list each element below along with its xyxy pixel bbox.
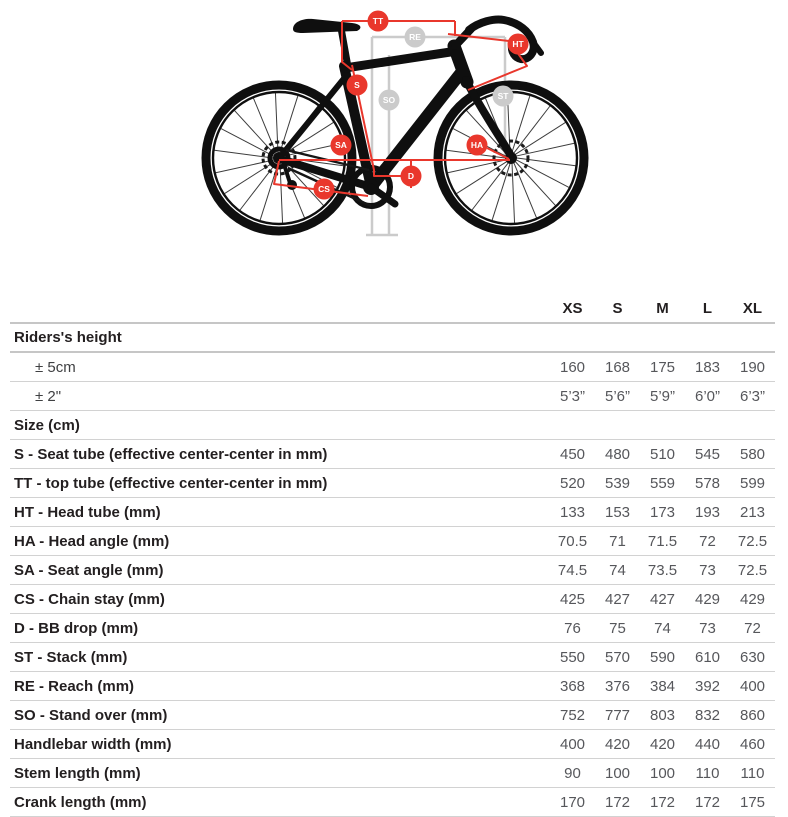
cell-value: 832 — [694, 706, 721, 724]
cell-value: 429 — [739, 590, 766, 608]
cell-value: 71.5 — [647, 532, 678, 550]
cell-value: 5’9” — [649, 387, 675, 405]
table-row — [10, 353, 775, 382]
column-header-m: M — [656, 300, 669, 317]
svg-text:TT: TT — [372, 16, 384, 26]
cell-value: 172 — [694, 793, 721, 811]
cell-value: 73.5 — [647, 561, 678, 579]
row-label: Handlebar width (mm) — [14, 735, 172, 753]
svg-text:HA: HA — [470, 140, 484, 150]
column-header-s: S — [612, 300, 623, 317]
front-wheel — [438, 85, 584, 231]
cell-value: 427 — [649, 590, 676, 608]
marker-tt — [368, 11, 389, 32]
cell-value: 570 — [604, 648, 631, 666]
table-row — [10, 672, 775, 701]
cell-value: 71 — [609, 532, 626, 550]
cell-value: 153 — [604, 503, 631, 521]
cell-value: 72.5 — [737, 532, 768, 550]
marker-d — [401, 166, 422, 187]
cell-value: 5’6” — [604, 387, 630, 405]
table-row — [10, 701, 775, 730]
cell-value: 803 — [649, 706, 676, 724]
row-label: HA - Head angle (mm) — [14, 532, 170, 550]
size-table — [10, 295, 775, 817]
table-row — [10, 382, 775, 411]
row-label: HT - Head tube (mm) — [14, 503, 161, 521]
cell-value: 427 — [604, 590, 631, 608]
svg-text:S: S — [354, 80, 360, 90]
row-label: ± 2" — [35, 387, 62, 405]
table-row — [10, 411, 775, 440]
svg-text:HT: HT — [512, 39, 524, 49]
cell-value: 110 — [695, 764, 720, 782]
cell-value: 100 — [604, 764, 631, 782]
row-label: SO - Stand over (mm) — [14, 706, 168, 724]
row-label: Stem length (mm) — [14, 764, 141, 782]
table-row — [10, 440, 775, 469]
cell-value: 172 — [649, 793, 676, 811]
cell-value: 580 — [739, 445, 766, 463]
cell-value: 860 — [739, 706, 766, 724]
svg-text:D: D — [407, 171, 415, 181]
cell-value: 74.5 — [557, 561, 588, 579]
row-label: RE - Reach (mm) — [14, 677, 135, 695]
column-header-xl: XL — [742, 300, 763, 317]
row-label: ST - Stack (mm) — [14, 648, 128, 666]
cell-value: 510 — [649, 445, 676, 463]
cell-value: 73 — [699, 619, 716, 637]
cell-value: 175 — [739, 793, 766, 811]
cell-value: 133 — [559, 503, 586, 521]
cell-value: 6’0” — [694, 387, 720, 405]
svg-text:ST: ST — [497, 91, 509, 101]
cell-value: 545 — [694, 445, 721, 463]
cell-value: 392 — [694, 677, 721, 695]
cell-value: 110 — [740, 764, 765, 782]
cell-value: 193 — [694, 503, 721, 521]
table-row — [10, 556, 775, 585]
table-row — [10, 643, 775, 672]
row-label: D - BB drop (mm) — [14, 619, 139, 637]
marker-re — [405, 27, 426, 48]
cell-value: 90 — [564, 764, 581, 782]
table-row — [10, 585, 775, 614]
cell-value: 460 — [739, 735, 766, 753]
table-row — [10, 614, 775, 643]
size-table-body — [10, 324, 775, 817]
cell-value: 72 — [744, 619, 761, 637]
table-row — [10, 324, 775, 353]
marker-sa — [331, 135, 352, 156]
marker-st — [493, 86, 514, 107]
cell-value: 72 — [699, 532, 716, 550]
cell-value: 599 — [739, 474, 766, 492]
cell-value: 400 — [559, 735, 586, 753]
cell-value: 440 — [694, 735, 721, 753]
cell-value: 213 — [739, 503, 766, 521]
cell-value: 5’3” — [559, 387, 585, 405]
row-label: TT - top tube (effective center-center in mm) — [14, 474, 328, 492]
marker-ha — [467, 135, 488, 156]
cell-value: 175 — [649, 358, 676, 376]
cell-value: 368 — [559, 677, 586, 695]
cell-value: 384 — [649, 677, 676, 695]
cell-value: 559 — [649, 474, 676, 492]
cell-value: 183 — [694, 358, 721, 376]
row-label: Riders's height — [14, 329, 122, 346]
cell-value: 75 — [609, 619, 626, 637]
table-row — [10, 759, 775, 788]
table-row — [10, 527, 775, 556]
cell-value: 450 — [559, 445, 586, 463]
table-row — [10, 730, 775, 759]
bike-silhouette — [206, 19, 584, 231]
gray-measure-lines — [366, 37, 505, 235]
column-header-xs: XS — [562, 300, 583, 317]
cell-value: 550 — [559, 648, 586, 666]
marker-s — [347, 75, 368, 96]
cell-value: 172 — [604, 793, 631, 811]
row-label: CS - Chain stay (mm) — [14, 590, 165, 608]
table-row — [10, 498, 775, 527]
cell-value: 100 — [649, 764, 676, 782]
cell-value: 420 — [604, 735, 631, 753]
cell-value: 420 — [649, 735, 676, 753]
cell-value: 170 — [559, 793, 586, 811]
cell-value: 70.5 — [557, 532, 588, 550]
cell-value: 190 — [739, 358, 766, 376]
cell-value: 752 — [559, 706, 586, 724]
cell-value: 74 — [654, 619, 671, 637]
marker-cs — [314, 179, 335, 200]
row-label: Crank length (mm) — [14, 793, 147, 811]
svg-text:CS: CS — [318, 184, 330, 194]
marker-so — [379, 90, 400, 111]
table-row — [10, 788, 775, 817]
cell-value: 73 — [699, 561, 716, 579]
cell-value: 400 — [739, 677, 766, 695]
row-label: SA - Seat angle (mm) — [14, 561, 164, 579]
cell-value: 590 — [649, 648, 676, 666]
cell-value: 76 — [564, 619, 581, 637]
cell-value: 480 — [604, 445, 631, 463]
cell-value: 425 — [559, 590, 586, 608]
svg-text:RE: RE — [409, 32, 421, 42]
cell-value: 630 — [739, 648, 766, 666]
cell-value: 160 — [559, 358, 586, 376]
column-header-l: L — [702, 300, 713, 317]
cell-value: 610 — [694, 648, 721, 666]
cell-value: 74 — [609, 561, 626, 579]
cell-value: 539 — [604, 474, 631, 492]
cell-value: 520 — [559, 474, 586, 492]
bike-geometry-diagram — [0, 0, 788, 256]
table-row — [10, 469, 775, 498]
table-header-row — [10, 295, 775, 324]
cell-value: 6’3” — [739, 387, 765, 405]
cell-value: 72.5 — [737, 561, 768, 579]
row-label: ± 5cm — [35, 358, 76, 376]
cell-value: 429 — [694, 590, 721, 608]
cell-value: 777 — [604, 706, 631, 724]
marker-ht — [508, 34, 529, 55]
cell-value: 376 — [604, 677, 631, 695]
svg-text:SA: SA — [335, 140, 347, 150]
cell-value: 168 — [604, 358, 631, 376]
cell-value: 578 — [694, 474, 721, 492]
row-label: S - Seat tube (effective center-center in mm) — [14, 445, 328, 463]
row-label: Size (cm) — [14, 416, 80, 434]
cell-value: 173 — [649, 503, 676, 521]
svg-text:SO: SO — [382, 95, 396, 105]
